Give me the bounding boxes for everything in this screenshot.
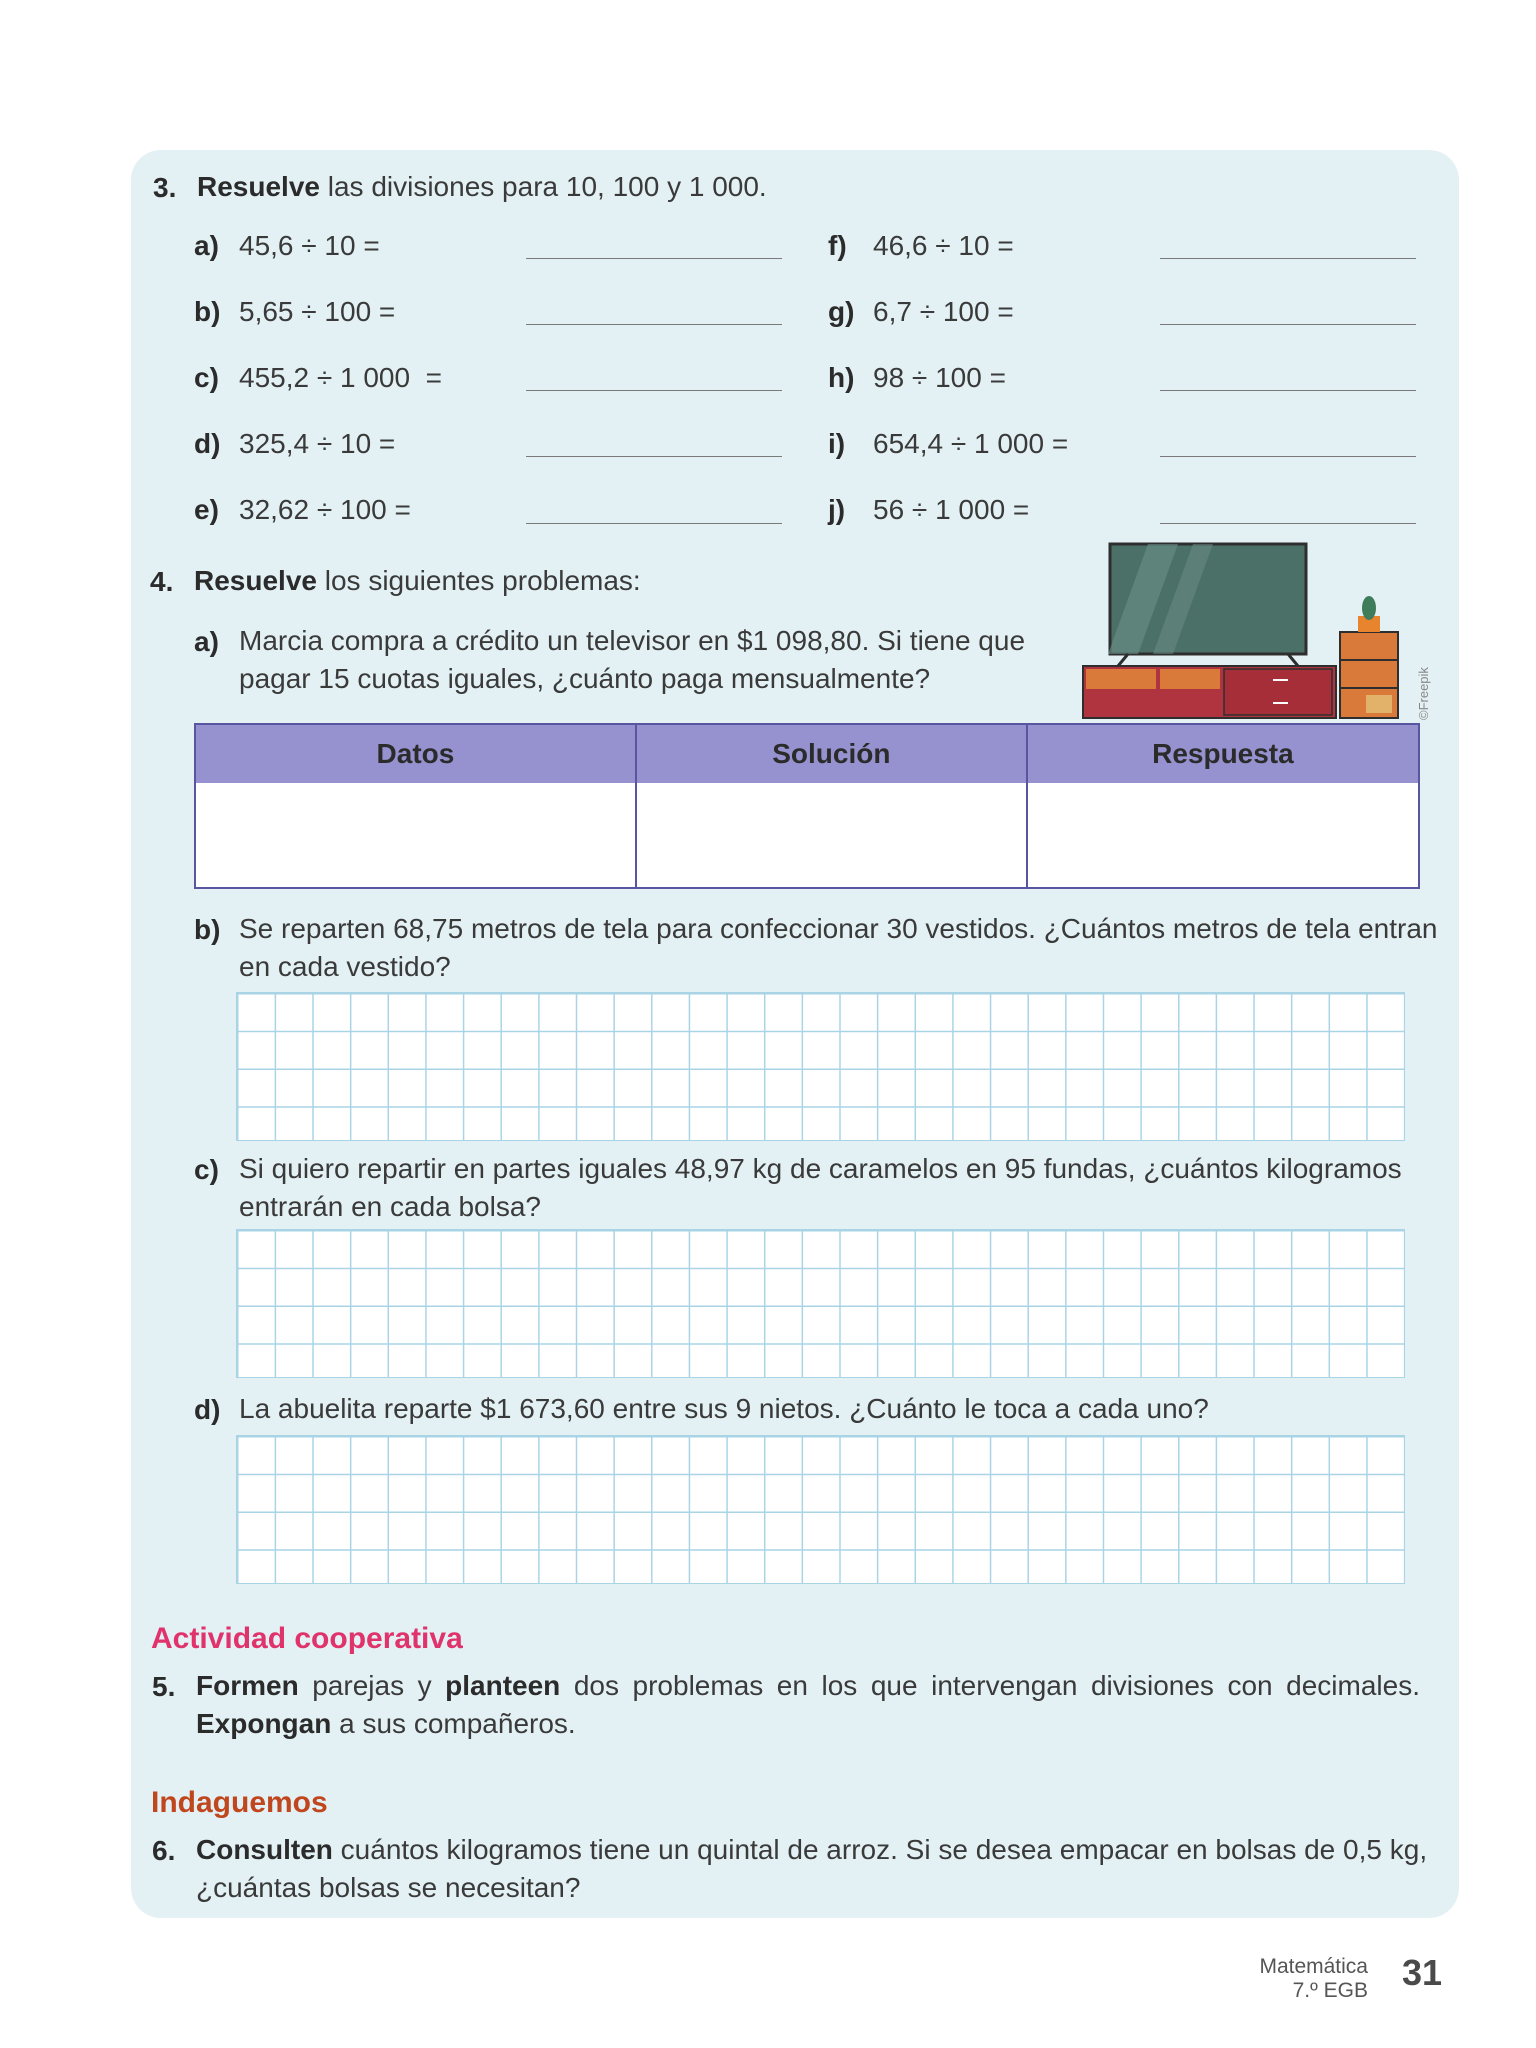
box (1366, 695, 1392, 713)
exercise-3-number: 3. (153, 172, 177, 203)
item-expression: 6,7 ÷ 100 = (873, 296, 1014, 327)
item-label: c) (194, 1154, 219, 1185)
exercise-6-line2: ¿cuántas bolsas se necesitan? (196, 1872, 581, 1903)
item-label: e) (194, 494, 219, 525)
item-expression: 32,62 ÷ 100 = (239, 494, 411, 525)
exercise-6-line1 (196, 1831, 1427, 1869)
item-label: b) (194, 914, 221, 945)
problem-b-line1: Se reparten 68,75 metros de tela para confeccionar 30 vestidos. ¿Cuántos metros de tela entran (239, 913, 1438, 944)
section-title-indaguemos: Indaguemos (151, 1786, 328, 1819)
exercise-5-line1 (196, 1667, 1420, 1705)
cabinet-shelf (1160, 669, 1220, 689)
section-title-cooperative: Actividad cooperativa (151, 1622, 463, 1655)
tv-furniture-illustration (1078, 540, 1408, 725)
item-expression: 325,4 ÷ 10 = (239, 428, 396, 459)
answer-line[interactable] (1160, 258, 1416, 259)
problem-a-line1: Marcia compra a crédito un televisor en $1 098,80. Si tiene que (239, 625, 1026, 656)
exercise-6-verb: Consulten (196, 1834, 333, 1865)
item-label: j) (828, 494, 846, 525)
tv-stand-leg (1288, 654, 1298, 666)
table-cell-datos[interactable] (195, 783, 636, 888)
exercise-6-number: 6. (152, 1835, 176, 1866)
table-header-respuesta: Respuesta (1027, 724, 1419, 783)
problem-a-line2: pagar 15 cuotas iguales, ¿cuánto paga mensualmente? (239, 663, 931, 694)
answer-line[interactable] (1160, 456, 1416, 457)
item-label: b) (194, 296, 221, 327)
problem-b-line2: en cada vestido? (239, 951, 451, 982)
answer-line[interactable] (1160, 523, 1416, 524)
problem-c-line1: Si quiero repartir en partes iguales 48,97 kg de caramelos en 95 fundas, ¿cuántos kilogramos (239, 1153, 1402, 1184)
answer-line[interactable] (526, 258, 782, 259)
answer-line[interactable] (526, 324, 782, 325)
data-solution-answer-table (194, 723, 1420, 889)
item-label: a) (194, 626, 219, 657)
exercise-5-verb-2: planteen (445, 1670, 561, 1701)
exercise-3-text: las divisiones para 10, 100 y 1 000. (319, 171, 767, 202)
table-cell-respuesta[interactable] (1027, 783, 1419, 888)
answer-line[interactable] (526, 523, 782, 524)
exercise-4-number: 4. (150, 566, 174, 597)
exercise-4-verb: Resuelve (194, 565, 317, 596)
exercise-5-verb-3: Expongan (196, 1708, 332, 1739)
item-label: c) (194, 362, 219, 393)
item-label: d) (194, 1394, 221, 1425)
item-expression: 56 ÷ 1 000 = (873, 494, 1030, 525)
item-expression: 45,6 ÷ 10 = (239, 230, 380, 261)
working-grid-c[interactable] (236, 1229, 1405, 1378)
exercise-5-line2 (196, 1705, 576, 1743)
footer-grade: 7.º EGB (1292, 1979, 1368, 2002)
item-expression: 5,65 ÷ 100 = (239, 296, 396, 327)
item-expression: 654,4 ÷ 1 000 = (873, 428, 1069, 459)
problem-d-line1: La abuelita reparte $1 673,60 entre sus 9 nietos. ¿Cuánto le toca a cada uno? (239, 1393, 1209, 1424)
table-header-solucion: Solución (636, 724, 1027, 783)
exercise-5-text-2: dos problemas en los que intervengan divisiones con decimales. (560, 1670, 1420, 1701)
table-header-datos: Datos (195, 724, 636, 783)
exercise-5-text-1: parejas y (298, 1670, 446, 1701)
item-expression: 455,2 ÷ 1 000 = (239, 362, 442, 393)
answer-line[interactable] (1160, 390, 1416, 391)
tv-stand-leg (1118, 654, 1128, 666)
item-label: i) (828, 428, 846, 459)
image-credit: ©Freepik (1416, 667, 1431, 720)
answer-line[interactable] (526, 456, 782, 457)
item-label: d) (194, 428, 221, 459)
working-grid-d[interactable] (236, 1435, 1405, 1584)
exercise-4-text: los siguientes problemas: (316, 565, 641, 596)
exercise-5-text-3: a sus compañeros. (331, 1708, 576, 1739)
exercise-4-instruction (194, 562, 641, 600)
footer-subject: Matemática (1259, 1955, 1368, 1978)
item-label: a) (194, 230, 219, 261)
item-label: g) (828, 296, 855, 327)
answer-line[interactable] (526, 390, 782, 391)
page-number: 31 (1402, 1952, 1443, 1993)
exercise-3-instruction (197, 168, 767, 206)
table-cell-solucion[interactable] (636, 783, 1027, 888)
problem-c-line2: entrarán en cada bolsa? (239, 1191, 541, 1222)
item-expression: 46,6 ÷ 10 = (873, 230, 1014, 261)
exercise-5-number: 5. (152, 1671, 176, 1702)
exercise-5-verb-1: Formen (196, 1670, 299, 1701)
item-expression: 98 ÷ 100 = (873, 362, 1006, 393)
cactus (1362, 596, 1376, 620)
item-label: h) (828, 362, 855, 393)
cabinet-shelf (1086, 669, 1156, 689)
answer-line[interactable] (1160, 324, 1416, 325)
working-grid-b[interactable] (236, 992, 1405, 1141)
exercise-3-verb: Resuelve (197, 171, 320, 202)
item-label: f) (828, 230, 847, 261)
cabinet-door (1224, 669, 1332, 715)
exercise-6-text: cuántos kilogramos tiene un quintal de arroz. Si se desea empacar en bolsas de 0,5 kg, (332, 1834, 1428, 1865)
